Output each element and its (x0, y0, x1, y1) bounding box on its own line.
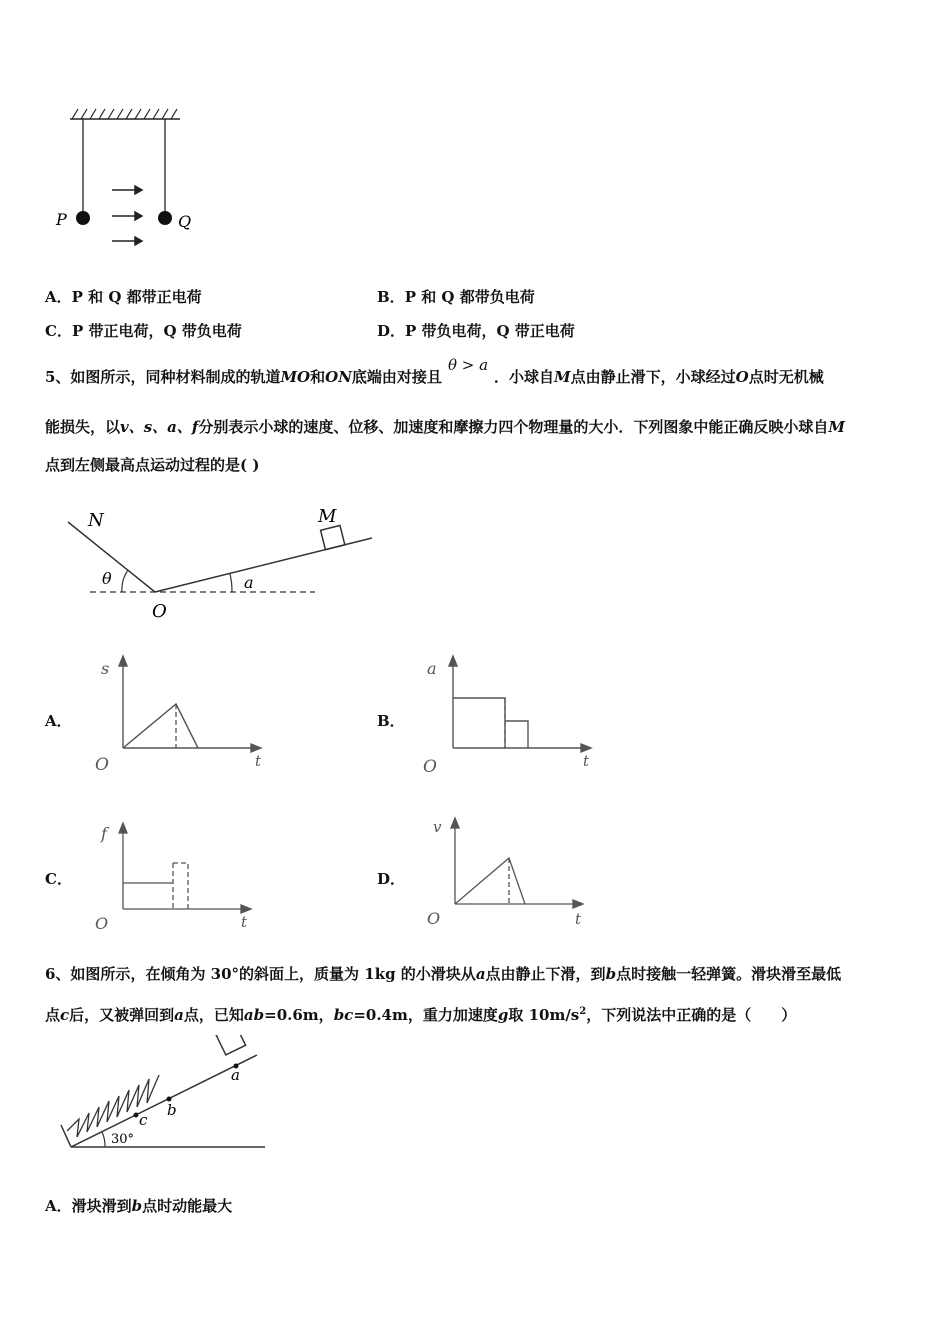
v-curve (455, 858, 525, 904)
q5-track-figure (60, 500, 380, 625)
f-step-2 (173, 863, 188, 909)
label-angle: 30° (111, 1132, 135, 1147)
q5-graph-b-letter[interactable]: B． (377, 712, 405, 730)
origin-label: O (95, 755, 109, 775)
option-text: P 带负电荷，Q 带正电荷 (405, 322, 575, 340)
ceiling-hatch (72, 109, 177, 119)
x-label: t (241, 913, 248, 931)
ball-q (158, 211, 172, 225)
q5-graph-c[interactable] (85, 815, 270, 935)
q6-stem-line2: 点c后，又被弹回到a点，已知ab=0.6m，bc=0.4m，重力加速度g取 $10m/s^2$，下列说法中正确的是（ ） (45, 1006, 797, 1024)
s-curve (123, 704, 198, 748)
y-label: a (427, 659, 437, 678)
label-q: Q (178, 212, 192, 231)
label-n: N (88, 510, 104, 531)
q4-option-a[interactable] (45, 286, 202, 307)
y-label: s (101, 659, 110, 678)
option-text: P 带正电荷，Q 带负电荷 (71, 322, 242, 340)
origin-label: O (423, 757, 437, 775)
label-c: c (139, 1111, 148, 1129)
q4-option-b[interactable] (377, 286, 535, 307)
q5-graph-b[interactable] (415, 650, 600, 775)
q5-stem-line3: 点到左侧最高点运动过程的是( ) (45, 456, 260, 474)
x-label: t (255, 752, 262, 770)
x-label: t (575, 910, 582, 928)
q4-option-d[interactable] (377, 320, 575, 341)
option-letter: B． (377, 288, 405, 306)
q6-incline-figure (55, 1035, 275, 1155)
y-label: f (101, 824, 107, 843)
q5-stem-line1: 5、如图所示，同种材料制成的轨道MO和ON底端由对接且θ > a．小球自M点由静止滑下，小球经过O点时无机械 (45, 356, 824, 386)
label-theta: θ (102, 569, 112, 588)
label-a: a (231, 1066, 240, 1084)
q5-graph-d-letter[interactable]: D． (377, 870, 406, 888)
label-p: P (56, 210, 67, 229)
label-o: O (152, 601, 167, 622)
field-arrows (112, 186, 142, 245)
q4-option-c[interactable] (45, 320, 242, 341)
angle-theta-arc (122, 570, 128, 592)
label-b: b (167, 1101, 177, 1119)
q5-graph-c-letter[interactable]: C． (45, 870, 72, 888)
condition-formula: θ > a (447, 356, 489, 374)
incline-line (71, 1055, 257, 1147)
q6-stem-line1: 6、如图所示，在倾角为 30°的斜面上，质量为 1kg 的小滑块从a点由静止下滑，到b点时接触一轻弹簧。滑块滑至最低 (45, 965, 842, 983)
origin-label: O (95, 914, 109, 933)
label-alpha: a (244, 573, 254, 592)
q4-figure (50, 105, 220, 255)
slider-block (216, 1035, 245, 1055)
option-letter: C． (45, 322, 72, 340)
q5-graph-a-letter[interactable]: A． (45, 712, 72, 730)
option-letter: D． (377, 322, 406, 340)
a-step-1 (453, 698, 505, 748)
angle-arc (102, 1132, 105, 1147)
y-label: v (433, 818, 442, 836)
q6-option-a[interactable]: A．滑块滑到b点时动能最大 (45, 1197, 233, 1215)
q5-graph-d[interactable] (415, 810, 600, 935)
option-letter: A． (45, 1197, 72, 1215)
q5-stem-line2: 能损失，以v、s、a、f分别表示小球的速度、位移、加速度和摩擦力四个物理量的大小．下列图象中能正确反映小球自M (45, 418, 845, 436)
option-text: P 和 Q 都带负电荷 (404, 288, 535, 306)
point-c (134, 1113, 139, 1118)
a-step-2 (505, 721, 528, 748)
option-letter: A． (45, 288, 72, 306)
q5-graph-a[interactable] (85, 650, 270, 775)
x-label: t (583, 752, 590, 770)
ball-p (76, 211, 90, 225)
label-m: M (318, 506, 337, 527)
block-m (321, 525, 345, 549)
option-text: P 和 Q 都带正电荷 (71, 288, 202, 306)
origin-label: O (427, 909, 441, 928)
angle-alpha-arc (230, 574, 232, 592)
